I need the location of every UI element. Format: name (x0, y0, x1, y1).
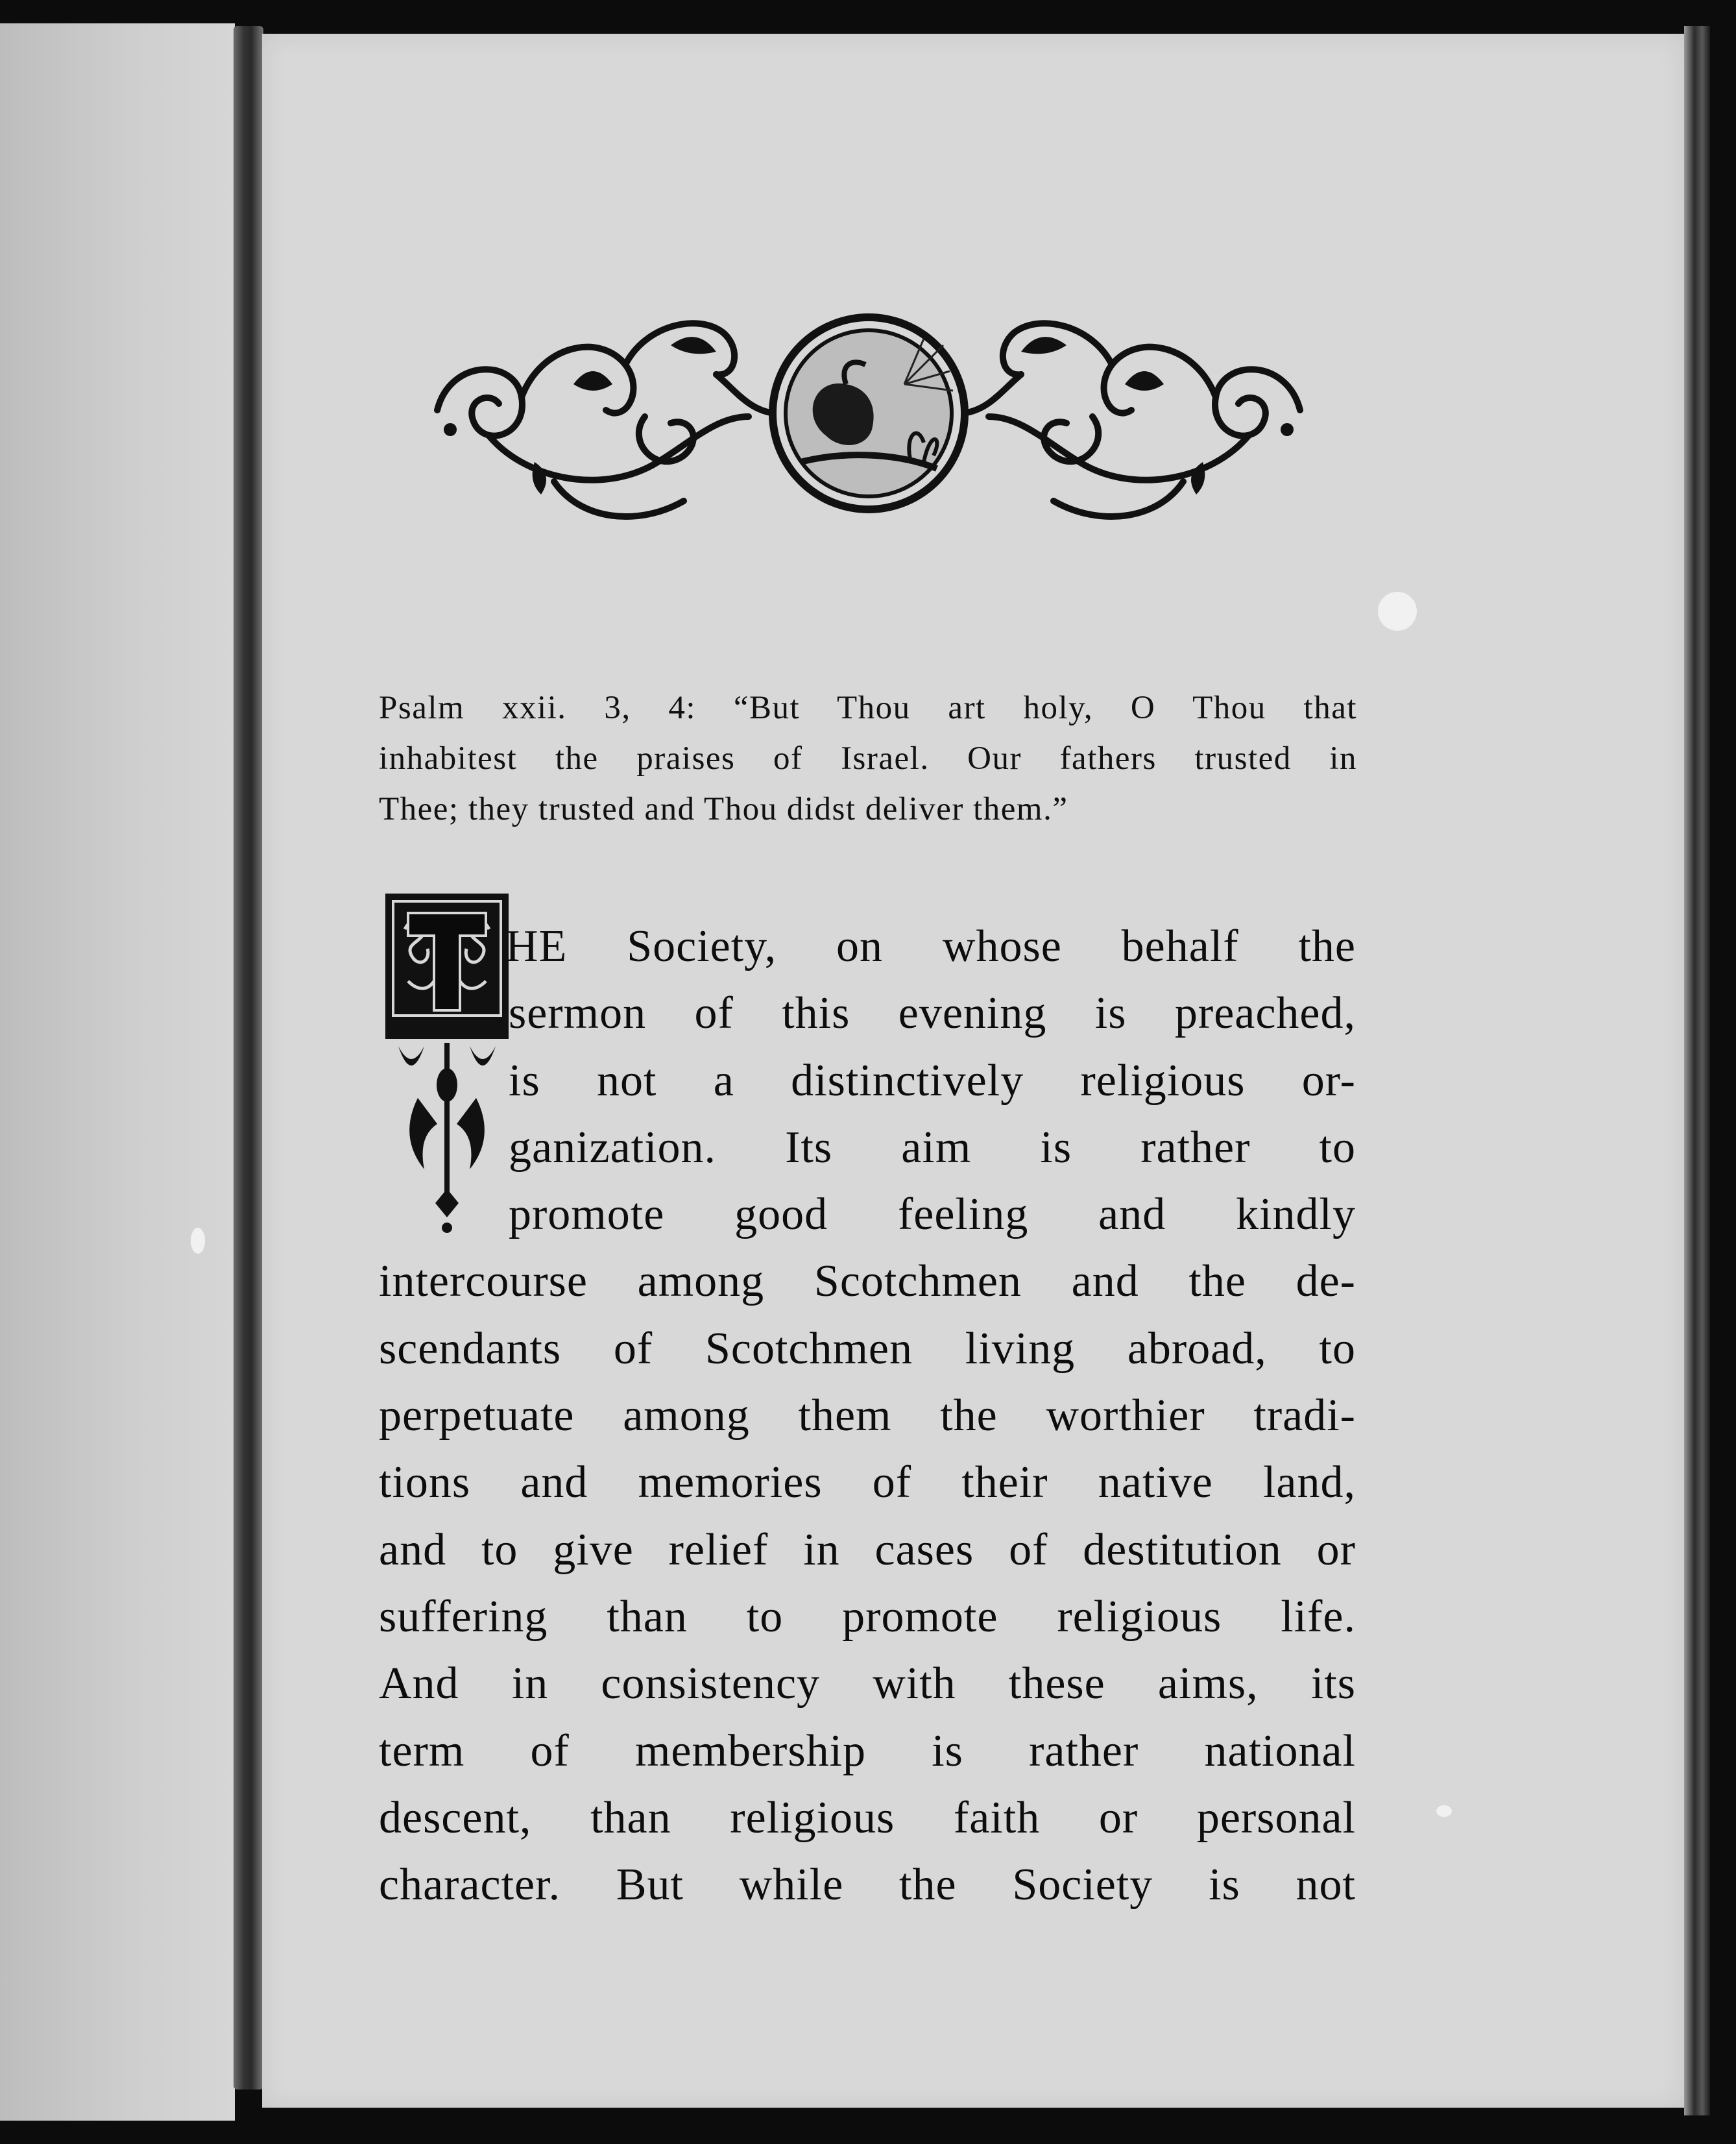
paper-speck (1378, 592, 1417, 631)
body-line: suffering than to promote religious life. (379, 1591, 1356, 1642)
epigraph-line: Thee; they trusted and Thou didst deliver them.” (379, 791, 1068, 827)
epigraph-line: Psalm xxii. 3, 4: “But Thou art holy, O Thou that (379, 690, 1357, 726)
paper-speck (191, 1228, 205, 1254)
body-line: character. But while the Society is not (379, 1860, 1356, 1910)
body-line: And in consistency with these aims, its (379, 1659, 1356, 1709)
body-line: scendants of Scotchmen living abroad, to (379, 1323, 1356, 1374)
page-edge (1684, 26, 1710, 2115)
book-gutter (234, 26, 263, 2089)
body-paragraph (379, 913, 1356, 1918)
body-line: ganization. Its aim is rather to (509, 1122, 1356, 1173)
facing-page (0, 23, 235, 2121)
body-line: and to give relief in cases of destitution or (379, 1524, 1356, 1575)
headpiece-ornament (411, 287, 1326, 540)
epigraph-line: inhabitest the praises of Israel. Our fathers trusted in (379, 740, 1357, 777)
body-line: HE Society, on whose behalf the (505, 921, 1356, 971)
body-line: sermon of this evening is preached, (509, 988, 1356, 1039)
book-page (262, 34, 1684, 2108)
epigraph-quote (379, 683, 1357, 834)
body-line: promote good feeling and kindly (509, 1189, 1356, 1240)
body-line: descent, than religious faith or personal (379, 1792, 1356, 1843)
paper-speck (1436, 1805, 1452, 1817)
body-line: is not a distinctively religious or- (509, 1055, 1356, 1106)
body-line: tions and memories of their native land, (379, 1457, 1356, 1508)
body-line: perpetuate among them the worthier tradi- (379, 1391, 1356, 1441)
body-line: intercourse among Scotchmen and the de- (379, 1256, 1356, 1307)
body-line: term of membership is rather national (379, 1725, 1356, 1776)
